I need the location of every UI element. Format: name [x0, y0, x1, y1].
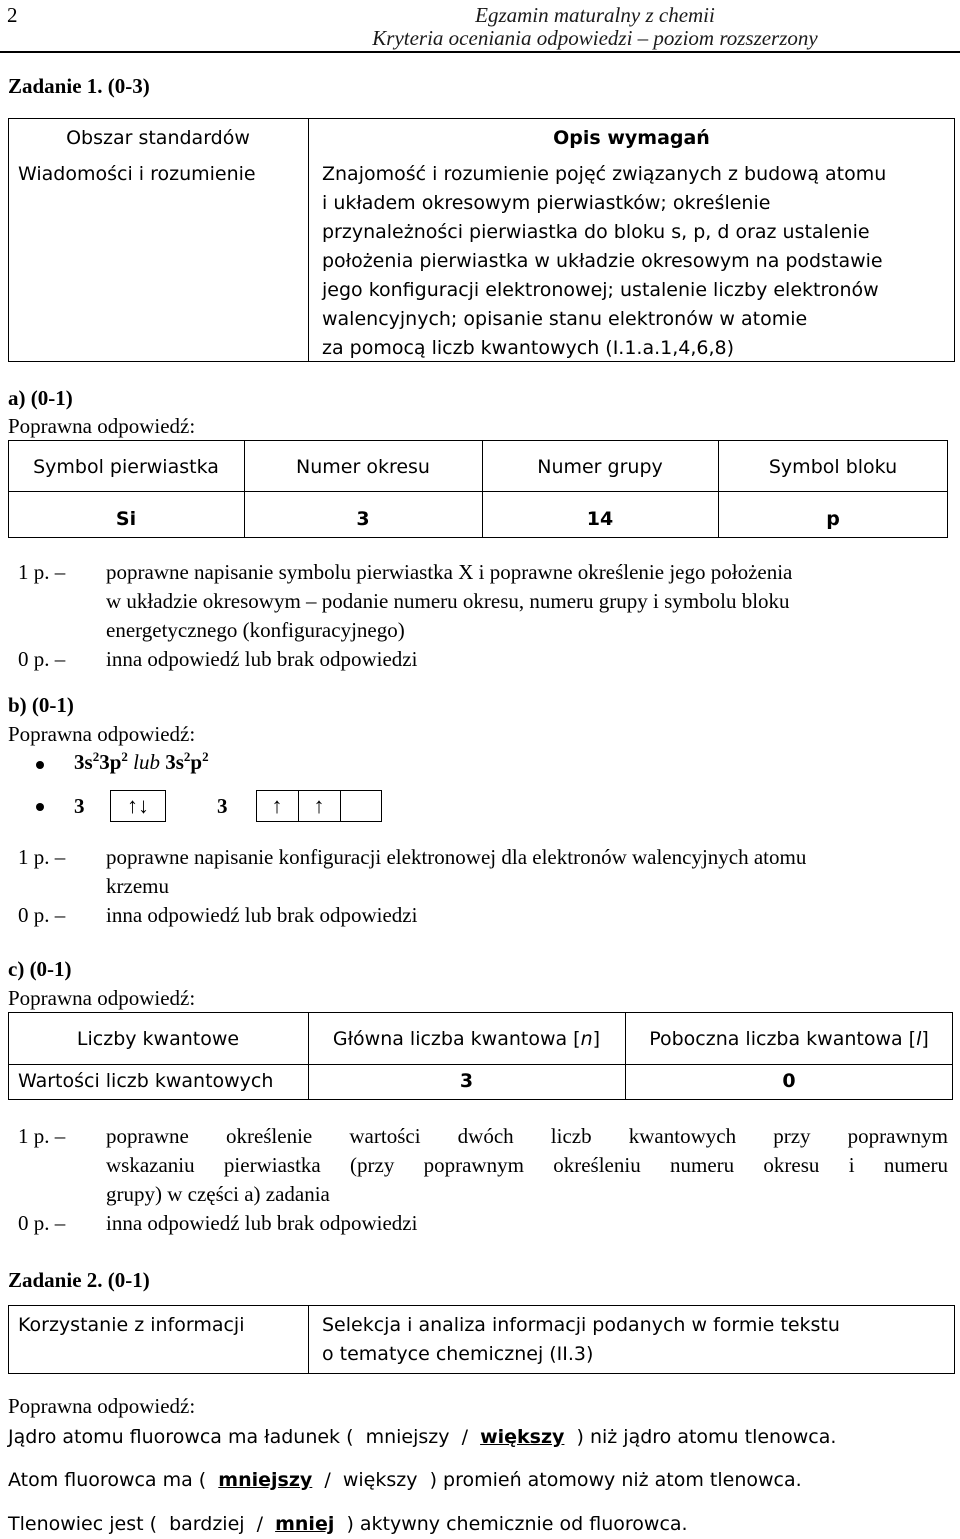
task2-sentence-1: Jądro atomu fluorowca ma ładunek ( mniejszy / większy ) niż jądro atomu tlenowca. [8, 1426, 837, 1448]
part-a-score0-text: inna odpowiedź lub brak odpowiedzi [106, 647, 418, 671]
part-c-score1-text: poprawne określenie wartości dwóch liczb kwantowych przy poprawnym wskazaniu pierwiastka (przy poprawnym określeniu numeru okresu i numeru [106, 1124, 948, 1177]
part-b-score0: 0 p. – [18, 903, 66, 927]
task1-title: Zadanie 1. (0-3) [8, 74, 150, 98]
orbital-divider [340, 790, 341, 822]
configuration-formula: $3s^23p^2$ lub $3s^2p^2$ [74, 749, 209, 774]
header-subtitle: Kryteria oceniania odpowiedzi – poziom rozszerzony [372, 26, 818, 50]
standards-head-right: Opis wymagań [553, 127, 710, 149]
part-c-score0: 0 p. – [18, 1211, 66, 1235]
orbital-label-s: 3 [74, 794, 85, 818]
value-block: p [826, 508, 840, 530]
standards-description: Znajomość i rozumienie pojęć związanych z budową atomu i układem okresowym pierwiastków; określenie przynależności pierwiastka do bloku s, p, d oraz ustalenie położenia pierwiastka w układzie okresowym na podstawie jego konfiguracji elektronowej; ustalenie liczby elektronów walencyjnych; opisanie stanu elektronów w atomie za pomocą liczb kwantowych (I.1.a.1,4,6,8) [322, 163, 887, 359]
up-down-arrow-icon: ↑↓ [127, 793, 149, 818]
quantum-header-3: Poboczna liczba kwantowa [l] [649, 1028, 929, 1050]
part-a-answer-label: Poprawna odpowiedź: [8, 414, 196, 438]
value-symbol: Si [115, 508, 137, 530]
bullet-icon [36, 761, 44, 769]
value-period: 3 [356, 508, 370, 530]
quantum-row-label: Wartości liczb kwantowych [18, 1070, 274, 1092]
part-b-label: b) (0-1) [8, 693, 74, 717]
task2-standards-divider [308, 1305, 309, 1374]
task2-standards-description: Selekcja i analiza informacji podanych w formie tekstu o tematyce chemicznej (II.3) [322, 1314, 840, 1365]
task2-title: Zadanie 2. (0-1) [8, 1268, 150, 1292]
part-c-label: c) (0-1) [8, 957, 72, 981]
header-title: Egzamin maturalny z chemii [475, 3, 715, 27]
part-b-score1: 1 p. – [18, 845, 66, 869]
part-c-answer-label: Poprawna odpowiedź: [8, 986, 196, 1010]
value-group: 14 [586, 508, 614, 530]
bullet-icon [36, 803, 44, 811]
part-b-score1-text: poprawne napisanie konfiguracji elektronowej dla elektronów walencyjnych atomu krzemu [106, 845, 807, 898]
quantum-header-1: Liczby kwantowe [76, 1028, 240, 1050]
part-c-score1-text-end: grupy) w części a) zadania [106, 1182, 330, 1206]
part-b-answer-label: Poprawna odpowiedź: [8, 722, 196, 746]
col-header-block: Symbol bloku [768, 456, 898, 478]
task2-standards-area: Korzystanie z informacji [18, 1314, 245, 1336]
quantum-value-l: 0 [782, 1070, 796, 1092]
standards-head-left: Obszar standardów [66, 127, 250, 149]
part-a-score0: 0 p. – [18, 647, 66, 671]
col-header-symbol: Symbol pierwiastka [33, 456, 219, 478]
col-header-group: Numer grupy [537, 456, 663, 478]
task2-answer-label: Poprawna odpowiedź: [8, 1394, 196, 1418]
part-c-score1: 1 p. – [18, 1124, 66, 1148]
element-table-rowline [8, 491, 948, 492]
task2-sentence-2: Atom fluorowca ma ( mniejszy / większy ) promień atomowy niż atom tlenowca. [8, 1469, 802, 1491]
page-number: 2 [7, 3, 18, 27]
standards-area: Wiadomości i rozumienie [18, 163, 256, 185]
header-rule [0, 51, 960, 53]
up-arrow-icon: ↑ [313, 793, 325, 818]
part-b-score0-text: inna odpowiedź lub brak odpowiedzi [106, 903, 418, 927]
part-a-score1: 1 p. – [18, 560, 66, 584]
part-a-score1-text: poprawne napisanie symbolu pierwiastka X i poprawne określenie jego położenia w układzie okresowym – podanie numeru okresu, numeru grupy i symbolu bloku energetycznego (konfiguracyjnego) [106, 560, 793, 642]
task2-sentence-3: Tlenowiec jest ( bardziej / mniej ) aktywny chemicznie od fluorowca. [8, 1513, 688, 1535]
quantum-value-n: 3 [459, 1070, 474, 1092]
part-c-score0-text: inna odpowiedź lub brak odpowiedzi [106, 1211, 418, 1235]
quantum-header-2: Główna liczba kwantowa [n] [332, 1028, 601, 1050]
up-arrow-icon: ↑ [271, 793, 283, 818]
orbital-label-p: 3 [217, 794, 228, 818]
standards-divider [308, 118, 309, 362]
col-header-period: Numer okresu [296, 456, 430, 478]
part-a-label: a) (0-1) [8, 386, 73, 410]
quantum-table-rowline [8, 1064, 953, 1065]
